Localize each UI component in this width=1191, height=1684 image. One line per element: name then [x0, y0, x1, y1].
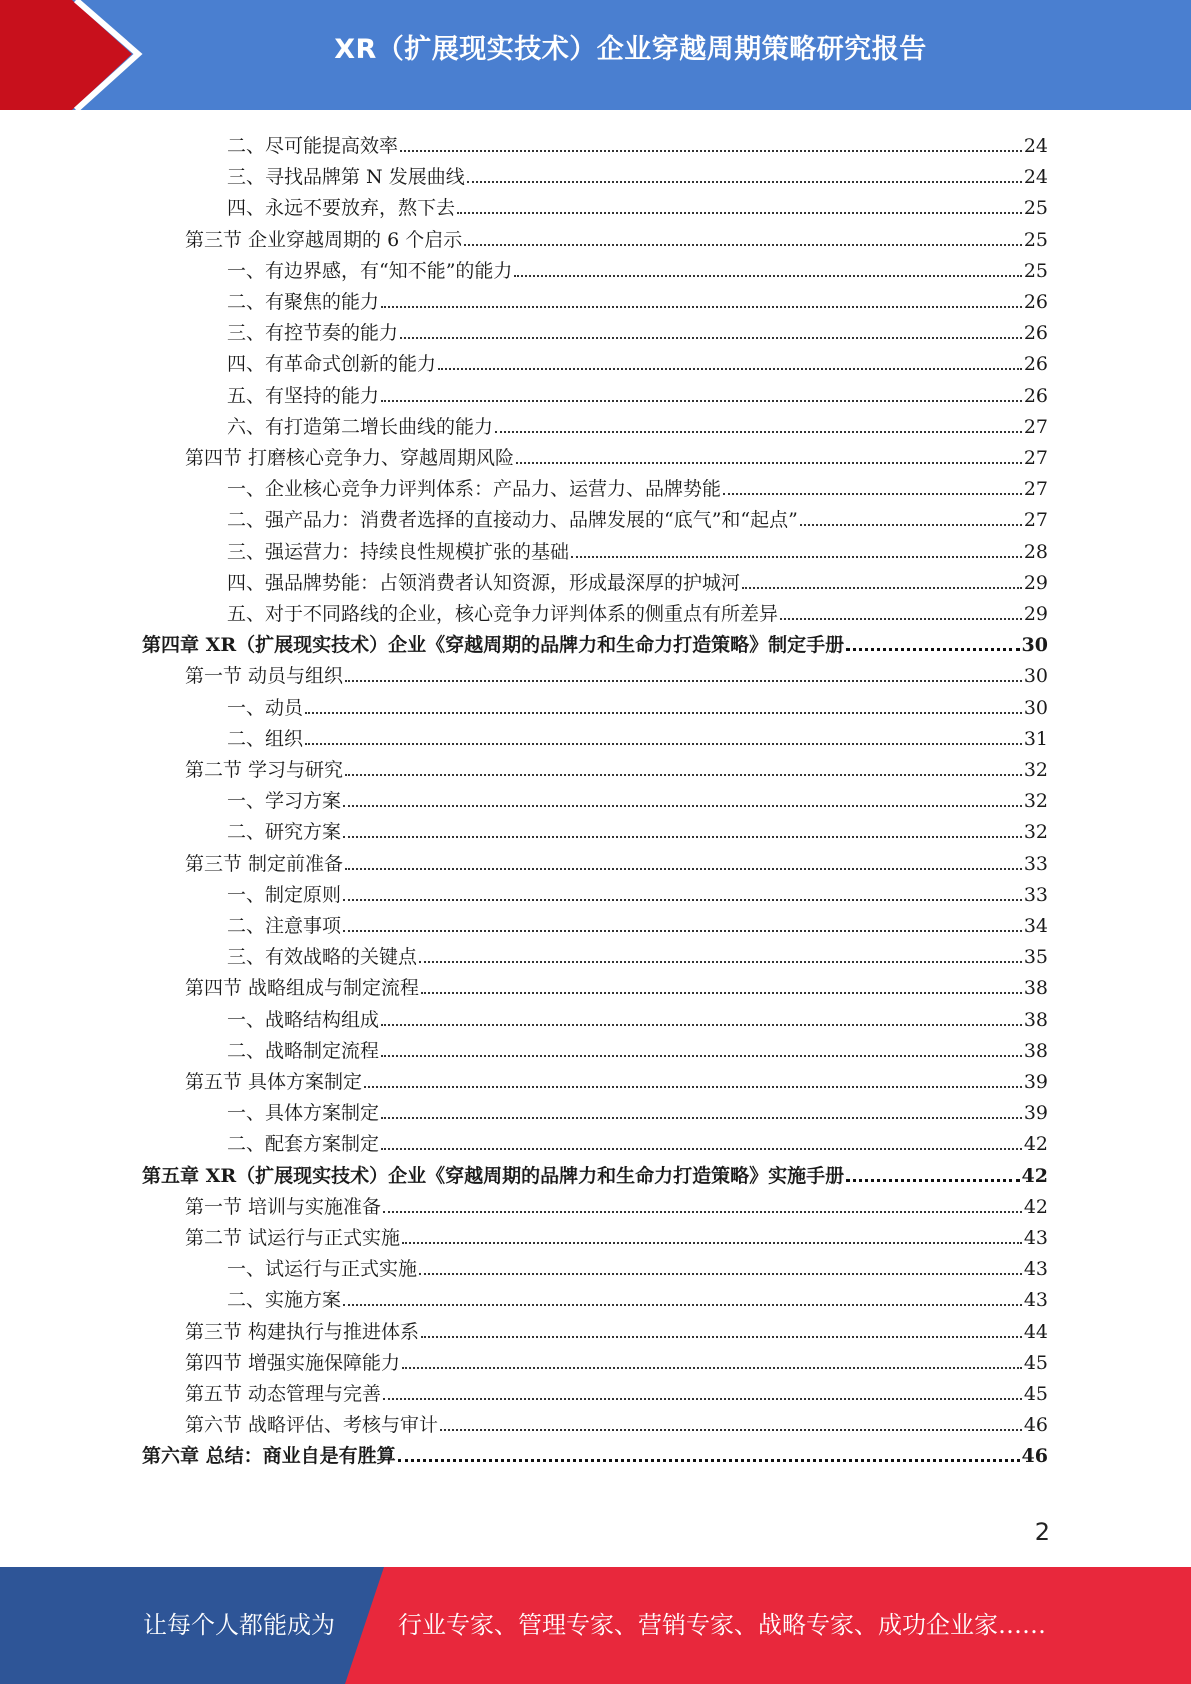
toc-section-entry[interactable] — [185, 220, 1048, 251]
toc-entry-title: 四、永远不要放弃，熬下去 — [227, 197, 456, 220]
toc-entry-title: 第四节 战略组成与制定流程 — [185, 977, 420, 1000]
toc-subsection-entry[interactable] — [227, 469, 1048, 500]
toc-entry-page: 33 — [1023, 852, 1048, 875]
toc-entry-title: 一、制定原则 — [227, 883, 342, 906]
toc-entry-page: 39 — [1023, 1071, 1048, 1093]
toc-subsection-entry[interactable] — [227, 407, 1048, 438]
toc-entry-page: 24 — [1023, 166, 1048, 189]
toc-section-entry[interactable] — [185, 438, 1048, 469]
toc-entry-title: 二、组织 — [227, 727, 304, 750]
toc-dot-leader — [421, 1335, 1022, 1338]
toc-dot-leader — [381, 1116, 1022, 1119]
toc-entry-page: 33 — [1023, 883, 1048, 906]
toc-dot-leader — [383, 1210, 1022, 1213]
toc-subsection-entry[interactable] — [227, 313, 1048, 344]
toc-dot-leader — [343, 835, 1022, 838]
toc-entry-title: 第三节 构建执行与推进体系 — [185, 1320, 420, 1343]
toc-dot-leader — [381, 399, 1022, 402]
toc-subsection-entry[interactable] — [227, 1031, 1048, 1062]
toc-entry-page: 38 — [1023, 1008, 1048, 1031]
toc-entry-title: 三、有效战略的关键点 — [227, 946, 418, 969]
toc-section-entry[interactable] — [185, 1374, 1048, 1405]
toc-section-entry[interactable] — [185, 1187, 1048, 1218]
toc-subsection-entry[interactable] — [227, 594, 1048, 625]
toc-entry-page: 39 — [1023, 1102, 1048, 1125]
toc-dot-leader — [381, 305, 1022, 308]
toc-entry-title: 二、战略制定流程 — [227, 1039, 380, 1062]
toc-entry-page: 27 — [1023, 509, 1048, 532]
toc-dot-leader — [400, 336, 1022, 339]
toc-entry-title: 二、有聚焦的能力 — [227, 291, 380, 313]
toc-entry-page: 25 — [1023, 259, 1048, 282]
toc-chapter-entry[interactable] — [142, 625, 1048, 656]
toc-entry-page: 43 — [1023, 1227, 1048, 1249]
toc-entry-title: 第一节 动员与组织 — [185, 665, 344, 688]
toc-entry-page: 26 — [1023, 384, 1048, 407]
toc-dot-leader — [305, 711, 1022, 714]
report-title: XR（扩展现实技术）企业穿越周期策略研究报告 — [334, 34, 927, 65]
toc-entry-title: 三、寻找品牌第 N 发展曲线 — [227, 166, 465, 189]
toc-entry-page: 27 — [1023, 415, 1048, 438]
toc-entry-title: 二、强产品力：消费者选择的直接动力、品牌发展的“底气”和“起点” — [227, 509, 798, 532]
toc-entry-page: 45 — [1023, 1383, 1048, 1405]
toc-dot-leader — [800, 523, 1022, 526]
toc-entry-page: 43 — [1023, 1289, 1048, 1312]
toc-dot-leader — [516, 461, 1022, 464]
toc-chapter-entry[interactable] — [142, 1436, 1048, 1467]
toc-dot-leader — [440, 1428, 1022, 1431]
toc-entry-page: 29 — [1023, 571, 1048, 594]
toc-entry-title: 第一节 培训与实施准备 — [185, 1195, 382, 1218]
toc-subsection-entry[interactable] — [227, 500, 1048, 531]
toc-entry-page: 38 — [1023, 977, 1048, 1000]
toc-dot-leader — [343, 1303, 1022, 1306]
toc-entry-page: 32 — [1023, 790, 1048, 813]
toc-entry-title: 五、有坚持的能力 — [227, 384, 380, 407]
toc-subsection-entry[interactable] — [227, 1093, 1048, 1124]
toc-entry-page: 45 — [1023, 1351, 1048, 1374]
toc-entry-title: 六、有打造第二增长曲线的能力 — [227, 415, 494, 438]
toc-entry-page: 25 — [1023, 228, 1048, 251]
toc-entry-title: 二、注意事项 — [227, 915, 342, 937]
toc-section-entry[interactable] — [185, 750, 1048, 781]
toc-subsection-entry[interactable] — [227, 157, 1048, 188]
toc-entry-title: 一、学习方案 — [227, 790, 342, 813]
toc-entry-title: 三、强运营力：持续良性规模扩张的基础 — [227, 540, 570, 563]
toc-entry-title: 第五章 XR（扩展现实技术）企业《穿越周期的品牌力和生命力打造策略》实施手册 — [142, 1164, 845, 1187]
toc-entry-page: 27 — [1023, 447, 1048, 469]
toc-dot-leader — [402, 1366, 1022, 1369]
toc-dot-leader — [305, 742, 1022, 745]
toc-entry-title: 第五节 具体方案制定 — [185, 1071, 363, 1093]
toc-entry-page: 26 — [1023, 322, 1048, 345]
toc-dot-leader — [846, 647, 1019, 651]
toc-subsection-entry[interactable] — [227, 188, 1048, 219]
toc-entry-page: 28 — [1023, 540, 1048, 563]
toc-entry-page: 35 — [1023, 946, 1048, 969]
toc-dot-leader — [421, 991, 1022, 994]
toc-subsection-entry[interactable] — [227, 251, 1048, 282]
toc-entry-page: 38 — [1023, 1039, 1048, 1062]
toc-entry-title: 二、配套方案制定 — [227, 1133, 380, 1156]
toc-chapter-entry[interactable] — [142, 1156, 1048, 1187]
toc-entry-page: 32 — [1023, 821, 1048, 844]
toc-dot-leader — [438, 367, 1022, 370]
toc-subsection-entry[interactable] — [227, 812, 1048, 843]
toc-subsection-entry[interactable] — [227, 1000, 1048, 1031]
toc-entry-title: 第二节 学习与研究 — [185, 759, 344, 781]
toc-entry-title: 二、实施方案 — [227, 1289, 342, 1312]
page-header — [0, 0, 1191, 110]
toc-entry-title: 第六章 总结：商业自是有胜算 — [142, 1445, 396, 1468]
toc-section-entry[interactable] — [185, 1312, 1048, 1343]
toc-entry-page: 44 — [1023, 1320, 1048, 1343]
toc-section-entry[interactable] — [185, 1218, 1048, 1249]
toc-entry-page: 30 — [1021, 634, 1048, 657]
toc-section-entry[interactable] — [185, 1062, 1048, 1093]
toc-entry-page: 29 — [1023, 603, 1048, 625]
toc-section-entry[interactable] — [185, 844, 1048, 875]
toc-entry-page: 26 — [1023, 291, 1048, 313]
toc-entry-page: 30 — [1023, 696, 1048, 719]
toc-dot-leader — [846, 1178, 1019, 1182]
toc-section-entry[interactable] — [185, 656, 1048, 687]
toc-entry-title: 二、研究方案 — [227, 821, 342, 844]
toc-dot-leader — [343, 898, 1022, 901]
toc-entry-page: 30 — [1023, 665, 1048, 688]
toc-subsection-entry[interactable] — [227, 126, 1048, 157]
toc-subsection-entry[interactable] — [227, 1249, 1048, 1280]
toc-entry-page: 42 — [1021, 1164, 1048, 1187]
toc-entry-title: 第三节 制定前准备 — [185, 852, 344, 875]
toc-entry-title: 一、具体方案制定 — [227, 1102, 380, 1125]
toc-entry-page: 32 — [1023, 759, 1048, 781]
toc-subsection-entry[interactable] — [227, 688, 1048, 719]
toc-dot-leader — [398, 1458, 1020, 1462]
toc-subsection-entry[interactable] — [227, 1280, 1048, 1311]
toc-dot-leader — [402, 1241, 1022, 1244]
toc-subsection-entry[interactable] — [227, 781, 1048, 812]
toc-dot-leader — [345, 867, 1022, 870]
toc-entry-title: 一、有边界感，有“知不能”的能力 — [227, 259, 513, 282]
toc-dot-leader — [345, 773, 1022, 776]
toc-entry-page: 34 — [1023, 915, 1048, 937]
page-number: 2 — [1034, 1518, 1050, 1546]
toc-dot-leader — [345, 679, 1022, 682]
toc-dot-leader — [742, 586, 1022, 589]
toc-entry-page: 46 — [1021, 1445, 1048, 1468]
toc-entry-title: 三、有控节奏的能力 — [227, 322, 399, 345]
toc-entry-page: 27 — [1023, 478, 1048, 501]
toc-entry-title: 一、试运行与正式实施 — [227, 1258, 418, 1281]
toc-subsection-entry[interactable] — [227, 906, 1048, 937]
toc-subsection-entry[interactable] — [227, 344, 1048, 375]
toc-entry-title: 二、尽可能提高效率 — [227, 135, 399, 157]
page-footer — [0, 1567, 1191, 1684]
toc-dot-leader — [400, 149, 1022, 152]
toc-entry-title: 第四节 打磨核心竞争力、穿越周期风险 — [185, 447, 515, 469]
toc-entry-title: 第五节 动态管理与完善 — [185, 1383, 382, 1405]
toc-dot-leader — [780, 617, 1022, 620]
toc-entry-page: 42 — [1023, 1133, 1048, 1156]
toc-subsection-entry[interactable] — [227, 282, 1048, 313]
toc-dot-leader — [723, 492, 1022, 495]
toc-subsection-entry[interactable] — [227, 1124, 1048, 1155]
toc-subsection-entry[interactable] — [227, 376, 1048, 407]
toc-dot-leader — [467, 180, 1022, 183]
toc-entry-page: 42 — [1023, 1195, 1048, 1218]
toc-dot-leader — [381, 1023, 1022, 1026]
footer-slogan-left: 让每个人都能成为 — [143, 1611, 335, 1639]
toc-entry-title: 五、对于不同路线的企业，核心竞争力评判体系的侧重点有所差异 — [227, 603, 779, 625]
toc-dot-leader — [571, 555, 1022, 558]
toc-section-entry[interactable] — [185, 1343, 1048, 1374]
toc-dot-leader — [381, 1054, 1022, 1057]
toc-dot-leader — [457, 211, 1022, 214]
toc-section-entry[interactable] — [185, 1405, 1048, 1436]
toc-dot-leader — [343, 804, 1022, 807]
toc-dot-leader — [381, 1147, 1022, 1150]
toc-entry-page: 24 — [1023, 135, 1048, 157]
toc-subsection-entry[interactable] — [227, 532, 1048, 563]
toc-section-entry[interactable] — [185, 968, 1048, 999]
toc-entry-title: 第四章 XR（扩展现实技术）企业《穿越周期的品牌力和生命力打造策略》制定手册 — [142, 634, 845, 657]
toc-subsection-entry[interactable] — [227, 563, 1048, 594]
toc-entry-title: 一、战略结构组成 — [227, 1008, 380, 1031]
toc-entry-page: 46 — [1023, 1414, 1048, 1437]
toc-entry-title: 第四节 增强实施保障能力 — [185, 1351, 401, 1374]
toc-entry-page: 25 — [1023, 197, 1048, 220]
toc-entry-title: 第二节 试运行与正式实施 — [185, 1227, 401, 1249]
toc-entry-page: 43 — [1023, 1258, 1048, 1281]
toc-dot-leader — [364, 1085, 1022, 1088]
toc-dot-leader — [464, 243, 1022, 246]
toc-entry-page: 31 — [1023, 727, 1048, 750]
toc-dot-leader — [419, 1272, 1022, 1275]
toc-entry-title: 第六节 战略评估、考核与审计 — [185, 1414, 439, 1437]
toc-entry-title: 一、企业核心竞争力评判体系：产品力、运营力、品牌势能 — [227, 478, 722, 501]
toc-entry-title: 四、强品牌势能：占领消费者认知资源，形成最深厚的护城河 — [227, 571, 741, 594]
toc-dot-leader — [495, 430, 1022, 433]
toc-subsection-entry[interactable] — [227, 719, 1048, 750]
toc-subsection-entry[interactable] — [227, 937, 1048, 968]
toc-entry-title: 一、动员 — [227, 696, 304, 719]
toc-entry-page: 26 — [1023, 353, 1048, 376]
toc-dot-leader — [514, 274, 1021, 277]
toc-dot-leader — [343, 929, 1022, 932]
toc-dot-leader — [383, 1397, 1022, 1400]
toc-dot-leader — [419, 960, 1022, 963]
toc-entry-title: 四、有革命式创新的能力 — [227, 353, 437, 376]
footer-slogan-right: 行业专家、管理专家、营销专家、战略专家、成功企业家…… — [398, 1611, 1046, 1639]
toc-subsection-entry[interactable] — [227, 875, 1048, 906]
toc-entry-title: 第三节 企业穿越周期的 6 个启示 — [185, 228, 463, 251]
